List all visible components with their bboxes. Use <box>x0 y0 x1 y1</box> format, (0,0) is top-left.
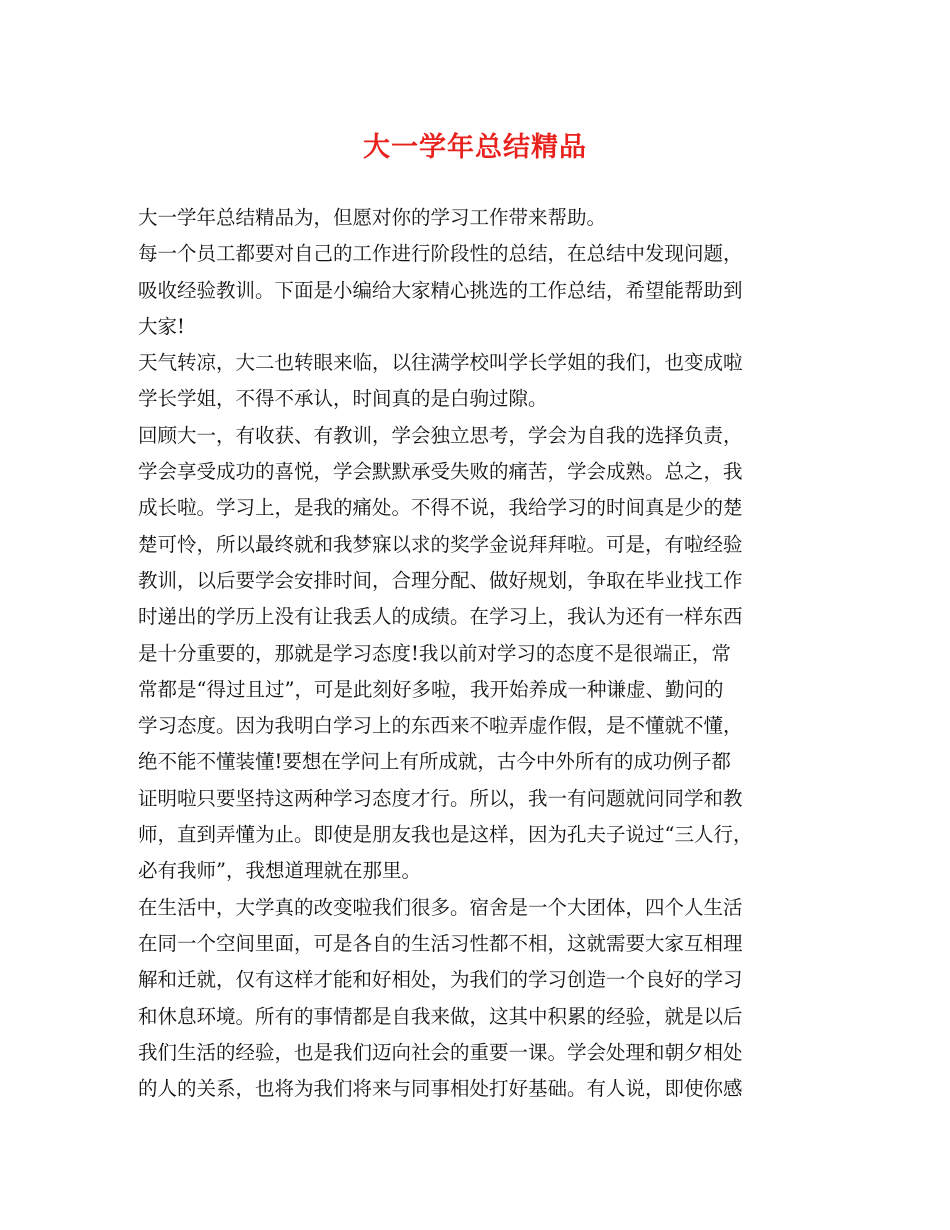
body-line: 解和迁就，仅有这样才能和好相处，为我们的学习创造一个良好的学习 <box>138 968 743 992</box>
body-line: 是十分重要的，那就是学习态度!我以前对学习的态度不是很端正，常 <box>138 641 731 665</box>
body-line: 的人的关系，也将为我们将来与同事相处打好基础。有人说，即使你感 <box>138 1077 743 1101</box>
body-line: 天气转凉，大二也转眼来临，以往满学校叫学长学姐的我们，也变成啦 <box>138 351 743 375</box>
body-line: 学长学姐，不得不承认，时间真的是白驹过隙。 <box>138 387 548 411</box>
body-line: 每一个员工都要对自己的工作进行阶段性的总结，在总结中发现问题， <box>138 242 743 266</box>
body-line: 成长啦。学习上，是我的痛处。不得不说，我给学习的时间真是少的楚 <box>138 496 743 520</box>
body-line: 在生活中，大学真的改变啦我们很多。宿舍是一个大团体，四个人生活 <box>138 895 743 919</box>
body-line: 回顾大一，有收获、有教训，学会独立思考，学会为自我的选择负责， <box>138 423 743 447</box>
body-line: 吸收经验教训。下面是小编给大家精心挑选的工作总结，希望能帮助到 <box>138 278 743 302</box>
body-line: 学习态度。因为我明白学习上的东西来不啦弄虚作假，是不懂就不懂， <box>138 714 743 738</box>
document-title: 大一学年总结精品 <box>363 132 587 163</box>
document-body <box>138 200 828 1107</box>
body-line: 必有我师”，我想道理就在那里。 <box>138 859 421 883</box>
body-line: 绝不能不懂装懂!要想在学问上有所成就，古今中外所有的成功例子都 <box>138 750 731 774</box>
body-line: 师，直到弄懂为止。即使是朋友我也是这样，因为孔夫子说过“三人行， <box>138 823 753 847</box>
body-line: 在同一个空间里面，可是各自的生活习性都不相，这就需要大家互相理 <box>138 931 743 955</box>
body-line: 楚可怜，所以最终就和我梦寐以求的奖学金说拜拜啦。可是，有啦经验 <box>138 532 743 556</box>
body-line: 大一学年总结精品为，但愿对你的学习工作带来帮助。 <box>138 206 607 229</box>
body-line: 和休息环境。所有的事情都是自我来做，这其中积累的经验，就是以后 <box>138 1004 743 1028</box>
body-line: 大家! <box>138 314 185 338</box>
body-line: 证明啦只要坚持这两种学习态度才行。所以，我一有问题就问同学和教 <box>138 786 743 810</box>
body-line: 时递出的学历上没有让我丢人的成绩。在学习上，我认为还有一样东西 <box>138 605 743 629</box>
body-line: 教训，以后要学会安排时间，合理分配、做好规划，争取在毕业找工作 <box>138 568 743 592</box>
body-line: 学会享受成功的喜悦，学会默默承受失败的痛苦，学会成熟。总之，我 <box>138 460 743 484</box>
body-line: 我们生活的经验，也是我们迈向社会的重要一课。学会处理和朝夕相处 <box>138 1040 743 1064</box>
body-line: 常都是“得过且过”，可是此刻好多啦，我开始养成一种谦虚、勤问的 <box>138 677 724 701</box>
